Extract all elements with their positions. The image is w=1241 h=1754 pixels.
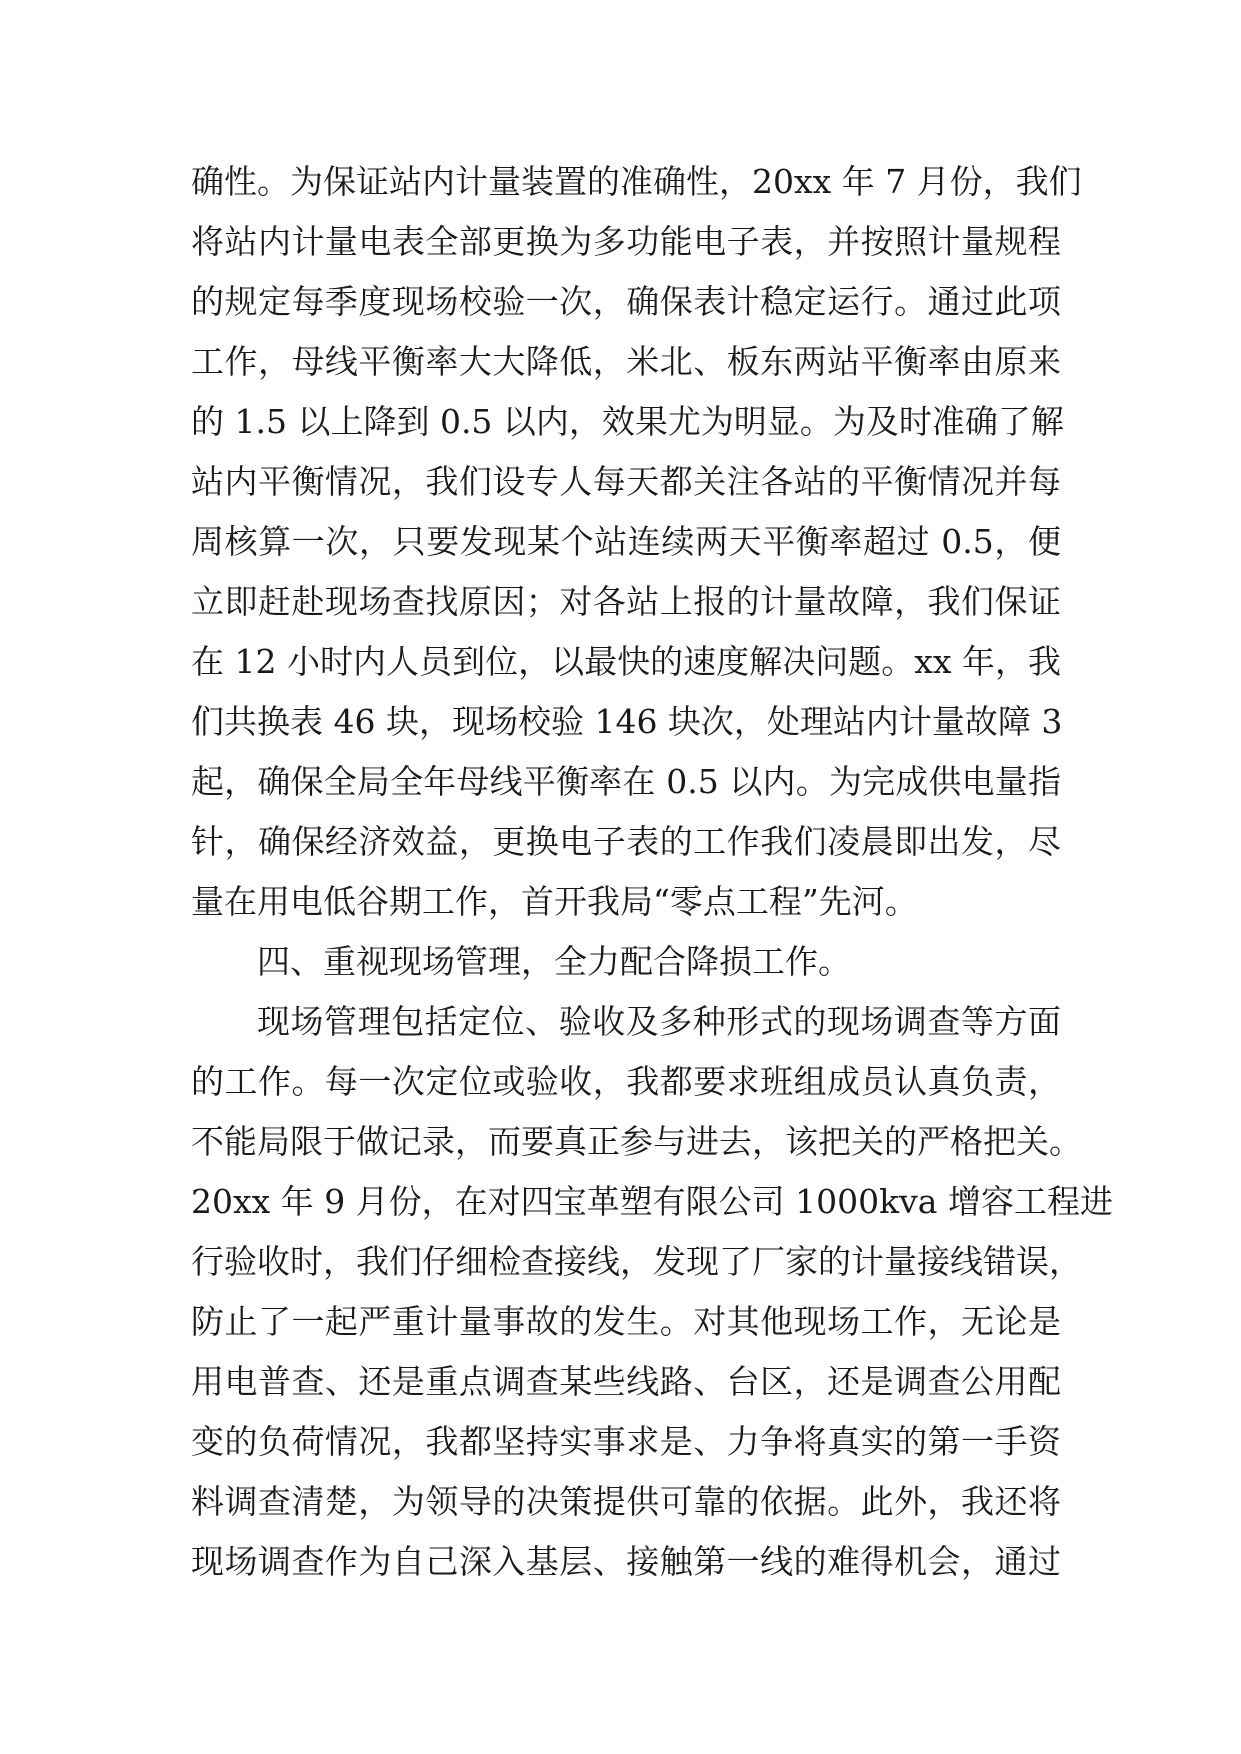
text-line: 在 12 小时内人员到位，以最快的速度解决问题。xx 年，我 bbox=[191, 642, 1061, 681]
text-line: 现场调查作为自己深入基层、接触第一线的难得机会，通过 bbox=[191, 1542, 1061, 1581]
text-line: 工作，母线平衡率大大降低，米北、板东两站平衡率由原来 bbox=[191, 342, 1061, 381]
text-line: 用电普查、还是重点调查某些线路、台区，还是调查公用配 bbox=[191, 1362, 1061, 1401]
text-line: 起，确保全局全年母线平衡率在 0.5 以内。为完成供电量指 bbox=[191, 762, 1061, 801]
text-line: 料调查清楚，为领导的决策提供可靠的依据。此外，我还将 bbox=[191, 1482, 1061, 1521]
text-line: 周核算一次，只要发现某个站连续两天平衡率超过 0.5，便 bbox=[191, 522, 1061, 561]
text-line: 站内平衡情况，我们设专人每天都关注各站的平衡情况并每 bbox=[191, 462, 1061, 501]
text-line: 立即赶赴现场查找原因；对各站上报的计量故障，我们保证 bbox=[191, 582, 1061, 621]
text-line: 的规定每季度现场校验一次，确保表计稳定运行。通过此项 bbox=[191, 282, 1061, 321]
section-heading: 四、重视现场管理，全力配合降损工作。 bbox=[257, 942, 851, 981]
body-text bbox=[191, 152, 1113, 1592]
text-line: 将站内计量电表全部更换为多功能电子表，并按照计量规程 bbox=[191, 222, 1061, 261]
text-line: 防止了一起严重计量事故的发生。对其他现场工作，无论是 bbox=[191, 1302, 1061, 1341]
text-line: 针，确保经济效益，更换电子表的工作我们凌晨即出发，尽 bbox=[191, 822, 1061, 861]
text-line: 不能局限于做记录，而要真正参与进去，该把关的严格把关。 bbox=[191, 1122, 1082, 1161]
text-line: 们共换表 46 块，现场校验 146 块次，处理站内计量故障 3 bbox=[191, 702, 1063, 741]
text-line: 确性。为保证站内计量装置的准确性，20xx 年 7 月份，我们 bbox=[191, 162, 1082, 201]
text-line: 的工作。每一次定位或验收，我都要求班组成员认真负责， bbox=[191, 1062, 1061, 1101]
text-line: 现场管理包括定位、验收及多种形式的现场调查等方面 bbox=[257, 1002, 1061, 1041]
text-line: 行验收时，我们仔细检查接线，发现了厂家的计量接线错误， bbox=[191, 1242, 1082, 1281]
text-line: 20xx 年 9 月份，在对四宝革塑有限公司 1000kva 增容工程进 bbox=[191, 1182, 1113, 1221]
text-line: 的 1.5 以上降到 0.5 以内，效果尤为明显。为及时准确了解 bbox=[191, 402, 1064, 441]
text-line: 量在用电低谷期工作，首开我局“零点工程”先河。 bbox=[191, 882, 918, 921]
text-line: 变的负荷情况，我都坚持实事求是、力争将真实的第一手资 bbox=[191, 1422, 1061, 1461]
